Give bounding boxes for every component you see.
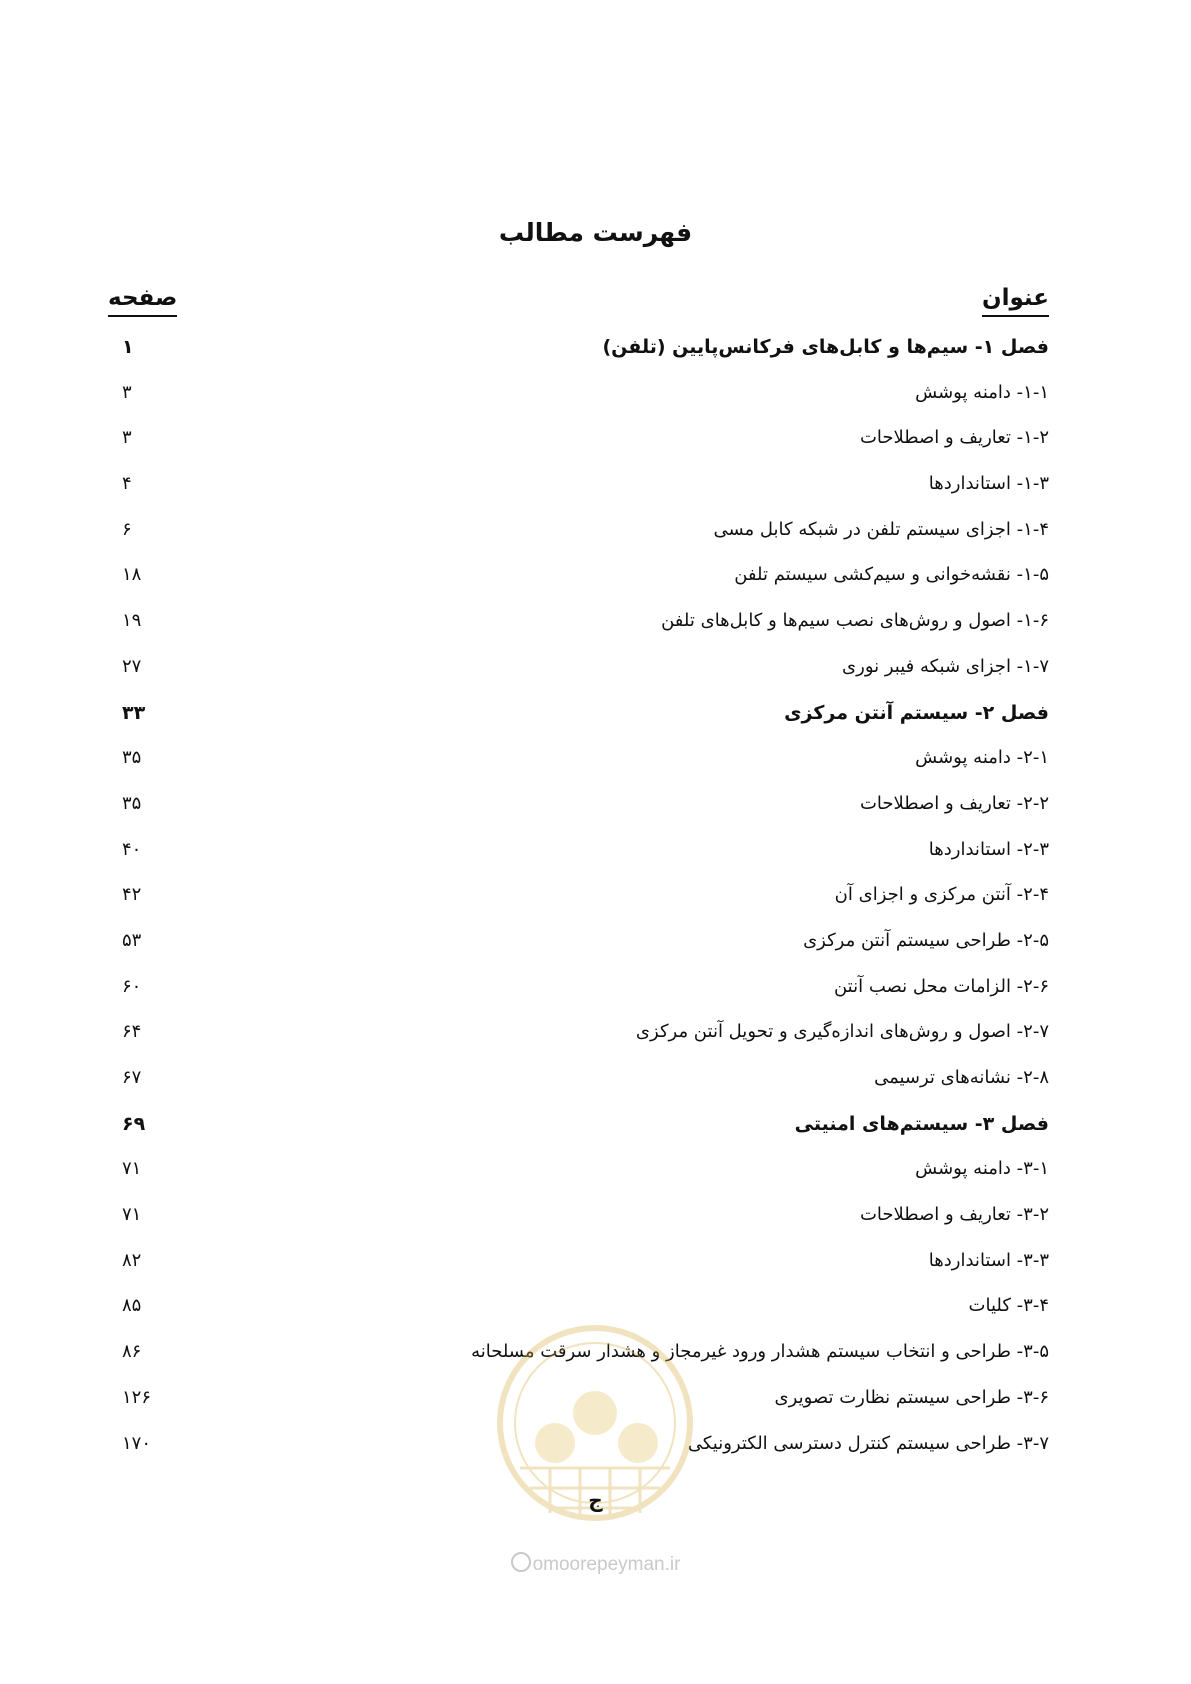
toc-entry-page: ۸۲	[122, 1249, 142, 1271]
toc-section-row	[0, 470, 1191, 516]
toc-section-row	[0, 424, 1191, 470]
toc-entry-title: ۲-۳- استانداردها	[928, 838, 1049, 860]
toc-entry-page: ۸۶	[122, 1341, 142, 1363]
toc-entry-page: ۴۲	[122, 884, 142, 906]
toc-entry-title: ۳-۷- طراحی سیستم کنترل دسترسی الکترونیکی	[687, 1432, 1049, 1454]
toc-entry-page: ۴۰	[122, 838, 142, 860]
toc-entry-page: ۶۹	[122, 1112, 146, 1135]
column-header-title: عنوان	[982, 283, 1049, 317]
toc-entry-page: ۳۵	[122, 792, 142, 814]
toc-entry-page: ۷۱	[122, 1204, 142, 1226]
toc-section-row	[0, 561, 1191, 607]
toc-entry-page: ۵۳	[122, 929, 142, 951]
toc-entry-page: ۱۸	[122, 564, 142, 586]
toc-section-row	[0, 516, 1191, 562]
watermark-url-text: omoorepeyman.ir	[532, 1554, 681, 1575]
toc-entry-title: ۱-۲- تعاریف و اصطلاحات	[859, 427, 1049, 449]
toc-entry-page: ۶	[122, 518, 132, 540]
toc-entry-title: ۲-۷- اصول و روش‌های اندازه‌گیری و تحویل آنتن مرکزی	[635, 1021, 1049, 1043]
toc-entry-title: فصل ۲- سیستم آنتن مرکزی	[784, 701, 1049, 724]
toc-section-row	[0, 744, 1191, 790]
toc-section-row	[0, 1247, 1191, 1293]
toc-section-row	[0, 379, 1191, 425]
toc-section-row	[0, 1201, 1191, 1247]
toc-entry-title: فصل ۱- سیم‌ها و کابل‌های فرکانس‌پایین (تلفن)	[602, 336, 1049, 358]
toc-entry-title: ۳-۱- دامنه پوشش	[915, 1158, 1049, 1180]
toc-chapter-row	[0, 333, 1191, 379]
toc-section-row	[0, 1064, 1191, 1110]
toc-section-row	[0, 836, 1191, 882]
toc-entry-page: ۳۳	[122, 701, 146, 724]
toc-entry-title: ۳-۵- طراحی و انتخاب سیستم هشدار ورود غیرمجاز و هشدار سرقت مسلحانه	[471, 1341, 1049, 1363]
toc-entry-title: ۲-۴- آنتن مرکزی و اجزای آن	[834, 884, 1049, 906]
toc-entry-title: فصل ۳- سیستم‌های امنیتی	[794, 1112, 1049, 1135]
toc-entry-page: ۶۰	[122, 975, 142, 997]
toc-entry-page: ۱۷۰	[122, 1432, 152, 1454]
toc-entry-title: ۲-۶- الزامات محل نصب آنتن	[833, 975, 1049, 997]
table-of-contents	[0, 333, 1191, 1475]
toc-section-row	[0, 607, 1191, 653]
toc-entry-title: ۲-۱- دامنه پوشش	[915, 747, 1049, 769]
toc-entry-page: ۲۷	[122, 655, 142, 677]
toc-entry-page: ۳	[122, 427, 132, 449]
toc-entry-page: ۱	[122, 336, 134, 358]
toc-entry-page: ۸۵	[122, 1295, 142, 1317]
toc-entry-title: ۳-۶- طراحی سیستم نظارت تصویری	[774, 1386, 1049, 1408]
toc-entry-title: ۲-۸- نشانه‌های ترسیمی	[874, 1067, 1049, 1088]
toc-entry-page: ۷۱	[122, 1158, 142, 1180]
toc-entry-title: ۳-۲- تعاریف و اصطلاحات	[859, 1204, 1049, 1226]
toc-entry-title: ۳-۳- استانداردها	[928, 1249, 1049, 1271]
page-number-letter: ج	[588, 1488, 603, 1512]
toc-entry-title: ۱-۷- اجزای شبکه فیبر نوری	[842, 655, 1049, 677]
toc-entry-page: ۱۲۶	[122, 1386, 152, 1408]
toc-entry-title: ۱-۵- نقشه‌خوانی و سیم‌کشی سیستم تلفن	[734, 564, 1049, 586]
toc-entry-title: ۳-۴- کلیات	[968, 1295, 1049, 1317]
toc-entry-page: ۴	[122, 473, 132, 495]
toc-entry-page: ۶۷	[122, 1067, 142, 1088]
toc-entry-title: ۲-۲- تعاریف و اصطلاحات	[859, 792, 1049, 814]
toc-entry-page: ۱۹	[122, 610, 142, 632]
toc-section-row	[0, 790, 1191, 836]
page-title: فهرست مطالب	[498, 218, 693, 247]
toc-entry-title: ۱-۶- اصول و روش‌های نصب سیم‌ها و کابل‌های تلفن	[661, 610, 1049, 632]
toc-entry-title: ۲-۵- طراحی سیستم آنتن مرکزی	[803, 929, 1049, 951]
toc-section-row	[0, 1018, 1191, 1064]
toc-section-row	[0, 1155, 1191, 1201]
toc-entry-title: ۱-۳- استانداردها	[928, 473, 1049, 495]
toc-section-row	[0, 927, 1191, 973]
watermark-logo-icon	[511, 1552, 531, 1572]
column-header-page: صفحه	[108, 283, 177, 317]
toc-entry-title: ۱-۴- اجزای سیستم تلفن در شبکه کابل مسی	[713, 518, 1049, 540]
toc-entry-page: ۶۴	[122, 1021, 142, 1043]
toc-chapter-row	[0, 699, 1191, 745]
toc-entry-page: ۳	[122, 381, 132, 403]
toc-section-row	[0, 653, 1191, 699]
watermark-url	[0, 1552, 1191, 1576]
toc-section-row	[0, 973, 1191, 1019]
toc-chapter-row	[0, 1110, 1191, 1156]
toc-entry-title: ۱-۱- دامنه پوشش	[915, 381, 1049, 403]
toc-entry-page: ۳۵	[122, 747, 142, 769]
toc-section-row	[0, 881, 1191, 927]
